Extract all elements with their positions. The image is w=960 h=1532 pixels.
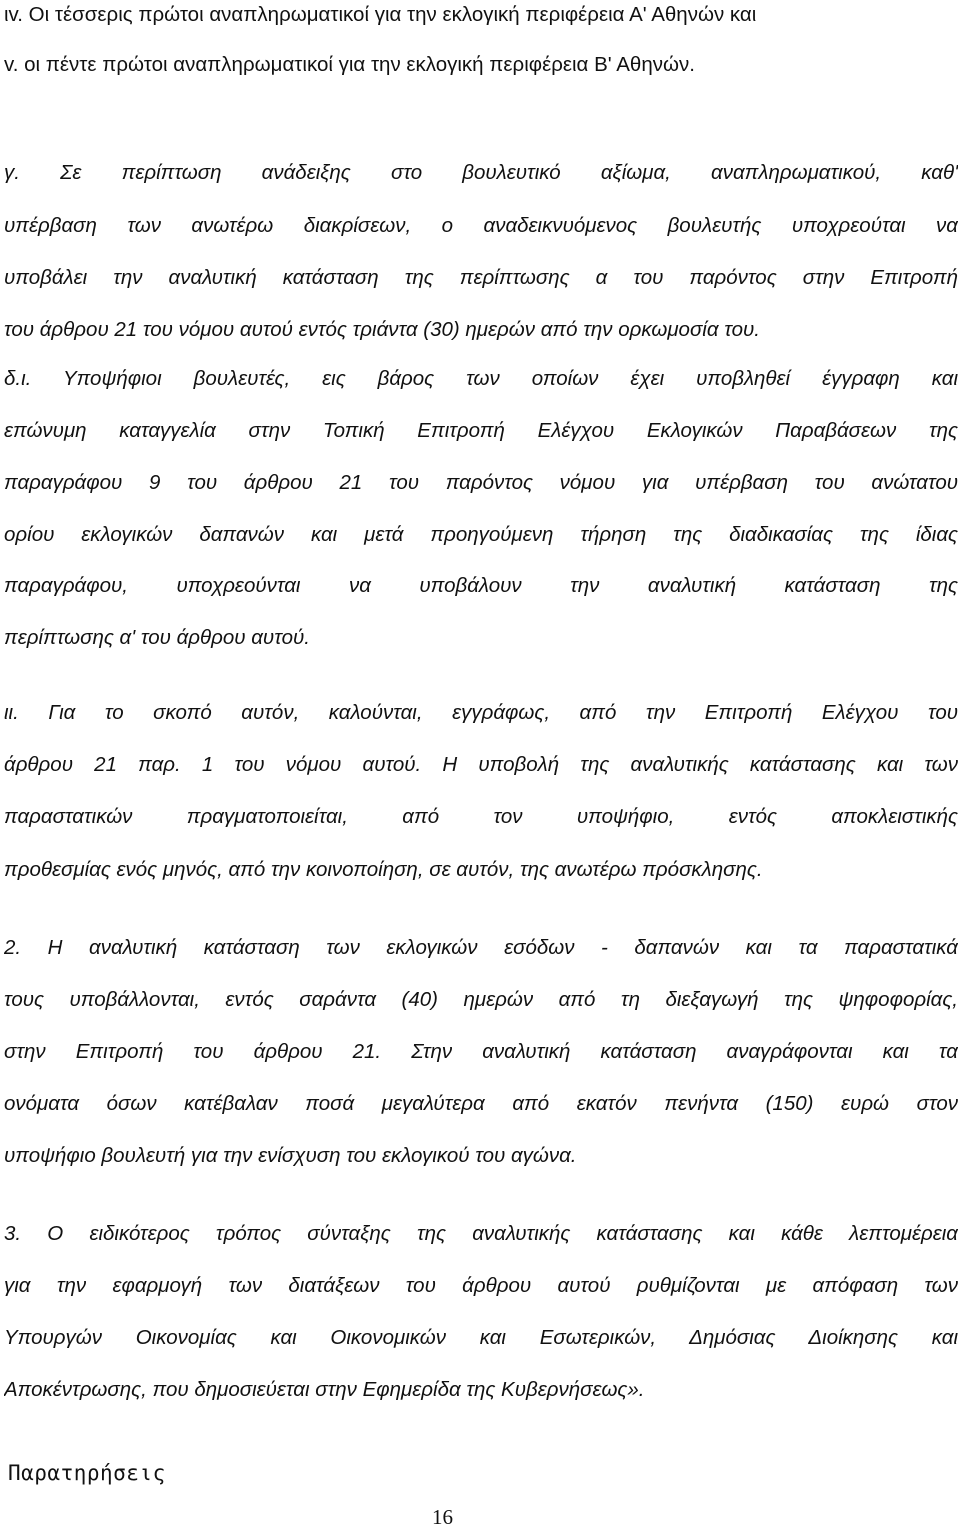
text-line-25: Αποκέντρωσης, που δημοσιεύεται στην Εφημερίδα της Κυβερνήσεως».	[4, 1378, 645, 1401]
text-line-19: στην Επιτροπή του άρθρου 21. Στην αναλυτική κατάσταση αναγράφονται και τα	[4, 1040, 958, 1063]
text-line-17: 2. Η αναλυτική κατάσταση των εκλογικών εσόδων - δαπανών και τα παραστατικά	[4, 936, 958, 959]
text-line-18: τους υποβάλλονται, εντός σαράντα (40) ημερών από τη διεξαγωγή της ψηφοφορίας,	[4, 988, 958, 1011]
text-line-11: παραγράφου, υποχρεούνται να υποβάλουν την αναλυτική κατάσταση της	[4, 574, 958, 597]
text-line-4: υπέρβαση των ανωτέρω διακρίσεων, ο αναδεικνυόμενος βουλευτής υποχρεούται να	[4, 214, 958, 237]
text-line-10: ορίου εκλογικών δαπανών και μετά προηγούμενη τήρηση της διαδικασίας της ίδιας	[4, 523, 958, 546]
text-line-14: άρθρου 21 παρ. 1 του νόμου αυτού. Η υποβολή της αναλυτικής κατάστασης και των	[4, 753, 958, 776]
text-line-12: περίπτωσης α' του άρθρου αυτού.	[4, 626, 310, 649]
text-line-1: ιv. Οι τέσσερις πρώτοι αναπληρωματικοί για την εκλογική περιφέρεια Α' Αθηνών και	[4, 3, 757, 26]
section-heading: Παρατηρήσεις	[8, 1461, 166, 1485]
text-line-9: παραγράφου 9 του άρθρου 21 του παρόντος νόμου για υπέρβαση του ανώτατου	[4, 471, 958, 494]
text-line-16: προθεσμίας ενός μηνός, από την κοινοποίηση, σε αυτόν, της ανωτέρω πρόσκλησης.	[4, 858, 763, 881]
text-line-3: γ. Σε περίπτωση ανάδειξης στο βουλευτικό αξίωμα, αναπληρωματικού, καθ'	[4, 161, 958, 184]
text-line-15: παραστατικών πραγματοποιείται, από τον υποψήφιο, εντός αποκλειστικής	[4, 805, 958, 828]
text-line-23: για την εφαρμογή των διατάξεων του άρθρου αυτού ρυθμίζονται με απόφαση των	[4, 1274, 958, 1297]
page-number: 16	[432, 1505, 453, 1529]
text-line-5: υποβάλει την αναλυτική κατάσταση της περίπτωσης α του παρόντος στην Επιτροπή	[4, 266, 958, 289]
text-line-2: v. οι πέντε πρώτοι αναπληρωματικοί για την εκλογική περιφέρεια Β' Αθηνών.	[4, 53, 695, 76]
text-line-20: ονόματα όσων κατέβαλαν ποσά μεγαλύτερα από εκατόν πενήντα (150) ευρώ στον	[4, 1092, 958, 1115]
text-line-6: του άρθρου 21 του νόμου αυτού εντός τριάντα (30) ημερών από την ορκωμοσία του.	[4, 318, 760, 341]
text-line-24: Υπουργών Οικονομίας και Οικονομικών και Εσωτερικών, Δημόσιας Διοίκησης και	[4, 1326, 958, 1349]
text-line-22: 3. Ο ειδικότερος τρόπος σύνταξης της αναλυτικής κατάστασης και κάθε λεπτομέρεια	[4, 1222, 958, 1245]
text-line-21: υποψήφιο βουλευτή για την ενίσχυση του εκλογικού του αγώνα.	[4, 1144, 577, 1167]
text-line-7: δ.ι. Υποψήφιοι βουλευτές, εις βάρος των οποίων έχει υποβληθεί έγγραφη και	[4, 367, 958, 390]
text-line-13: ιι. Για το σκοπό αυτόν, καλούνται, εγγράφως, από την Επιτροπή Ελέγχου του	[4, 701, 958, 724]
text-line-8: επώνυμη καταγγελία στην Τοπική Επιτροπή Ελέγχου Εκλογικών Παραβάσεων της	[4, 419, 958, 442]
